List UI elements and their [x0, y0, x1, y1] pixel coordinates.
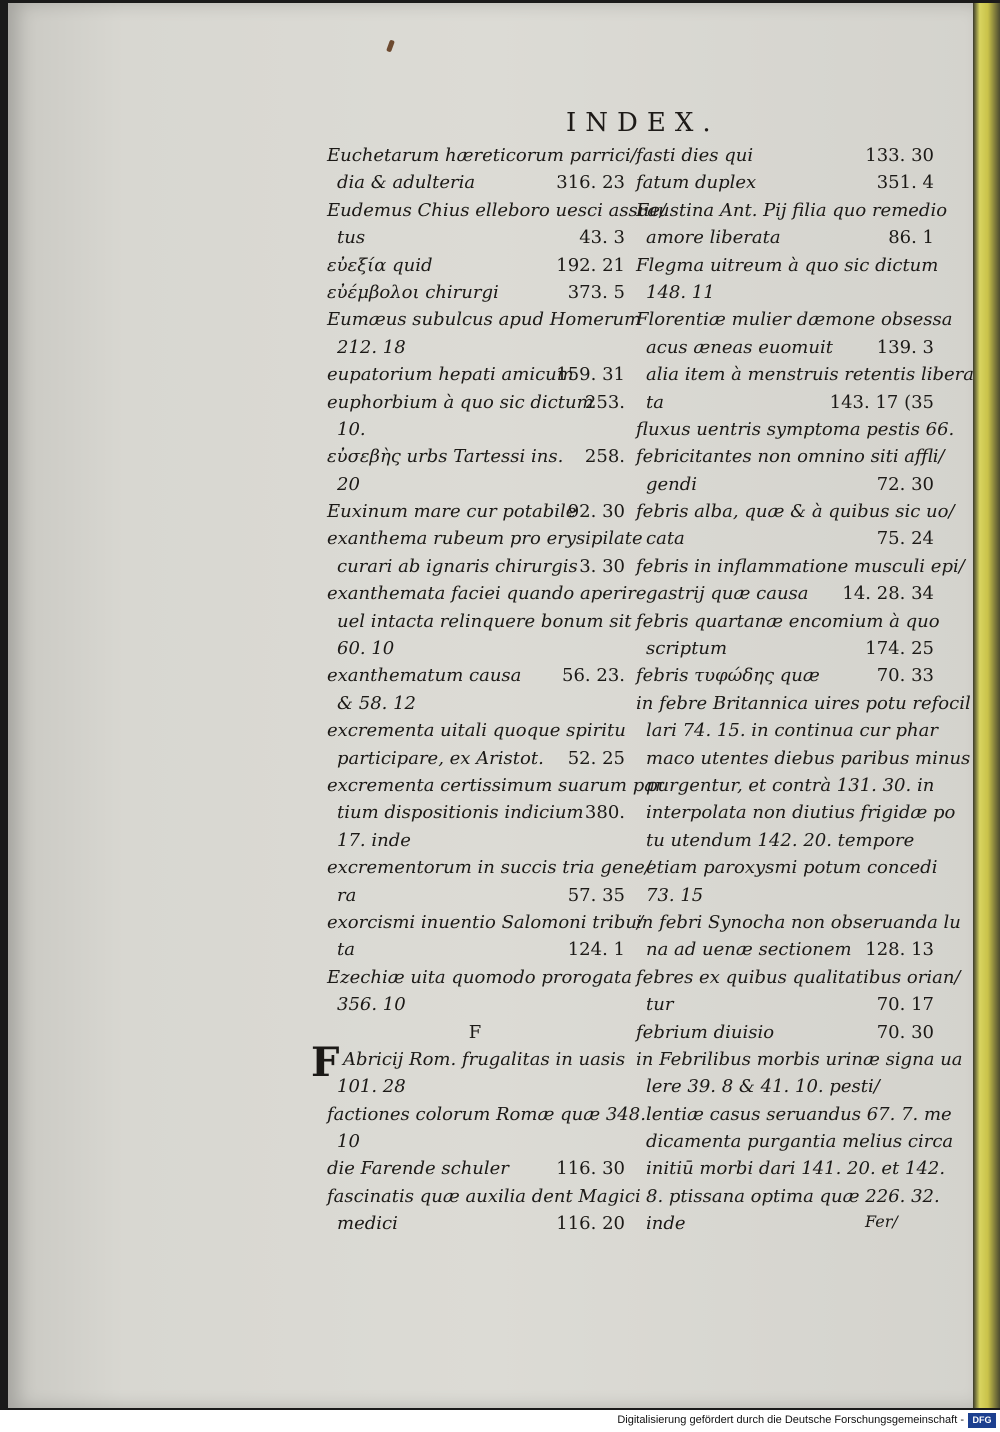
index-entry [325, 580, 647, 607]
index-entry [325, 252, 625, 279]
entry-text: initiū morbi dari 141. 20. et 142. [646, 1158, 946, 1180]
index-entry [634, 224, 934, 251]
entry-reference: 116. 30 [556, 1158, 625, 1180]
entry-reference: 70. 30 [876, 1021, 934, 1043]
index-entry [634, 799, 956, 826]
entry-reference: 139. 3 [876, 336, 934, 358]
entry-text: Eumæus subulcus apud Homerum [327, 309, 642, 331]
entry-text: Abricij Rom. frugalitas in uasis [343, 1048, 626, 1070]
entry-text: dia & adulteria [337, 172, 476, 194]
entry-reference: 124. 1 [567, 939, 625, 961]
index-entry [634, 964, 961, 991]
entry-reference: 14. 28. 34 [842, 583, 934, 605]
index-entry [325, 169, 625, 196]
index-entry [325, 1128, 625, 1155]
index-entry [325, 936, 625, 963]
index-entry [325, 443, 625, 470]
entry-text: cata [646, 528, 685, 550]
entry-text: dicamenta purgantia melius circa [646, 1131, 954, 1153]
index-entry [634, 169, 934, 196]
index-entry [634, 498, 955, 525]
entry-text: tur [646, 994, 674, 1016]
entry-reference: 128. 13 [865, 939, 934, 961]
entry-text: febris τυφώδης quæ [636, 665, 820, 687]
entry-text: etiam paroxysmi potum concedi [646, 857, 938, 879]
section-letter-f: F [468, 1021, 482, 1043]
index-entry [634, 662, 934, 689]
entry-text: die Farende schuler [327, 1158, 509, 1180]
index-entry [634, 690, 971, 717]
index-entry [325, 882, 625, 909]
index-entry [325, 745, 625, 772]
index-entry [634, 936, 934, 963]
index-entry [634, 306, 953, 333]
entry-text: maco utentes diebus paribus minus [646, 747, 971, 769]
index-entry [325, 854, 651, 881]
entry-text: gastrij quæ causa [646, 583, 809, 605]
entry-text: fasti dies qui [636, 145, 754, 166]
entry-text: 60. 10 [337, 638, 395, 660]
entry-text: febris quartanæ encomium à quo [636, 610, 940, 632]
footer-bar [0, 1410, 1000, 1432]
entry-reference: 380. [584, 802, 625, 824]
index-entry [634, 1019, 934, 1046]
index-entry [325, 635, 625, 662]
entry-text: euphorbium à quo sic dictum [327, 391, 594, 413]
entry-text: Ezechiæ uita quomodo prorogata [327, 966, 632, 988]
entry-text: 10. [337, 418, 366, 440]
index-entry [325, 416, 625, 443]
entry-text: 148. 11 [646, 281, 715, 303]
entry-text: na ad uenæ sectionem [646, 939, 852, 961]
index-entry [325, 197, 667, 224]
entry-text: ta [337, 939, 355, 961]
index-entry [634, 252, 939, 279]
entry-text: exorcismi inuentio Salomoni tribu/ [327, 911, 644, 933]
entry-text: 10 [337, 1131, 360, 1153]
index-entry [311, 1038, 626, 1086]
entry-text: in febre Britannica uires potu refocil [636, 692, 971, 714]
entry-reference: 70. 33 [876, 665, 934, 687]
index-entry [325, 142, 637, 169]
entry-reference: 143. 17 (35 [829, 391, 934, 413]
index-entry [634, 1101, 952, 1128]
entry-text: interpolata non diutius frigidæ po [646, 802, 956, 824]
index-entry [325, 498, 625, 525]
index-entry [634, 854, 938, 881]
entry-text: alia item à menstruis retentis libera [646, 364, 974, 386]
index-entry [634, 827, 934, 854]
entry-text: 17. inde [337, 829, 411, 851]
entry-text: lari 74. 15. in continua cur phar [646, 720, 938, 742]
index-entry [325, 525, 643, 552]
index-entry [634, 772, 934, 799]
entry-reference: 92. 30 [567, 501, 625, 523]
index-column-right [634, 142, 974, 1238]
entry-reference: 43. 3 [579, 227, 625, 249]
index-entry [634, 389, 934, 416]
index-entry [325, 1101, 646, 1128]
entry-text: uel intacta relinquere bonum sit [337, 610, 632, 632]
entry-reference: 133. 30 [865, 145, 934, 166]
entry-text: gendi [646, 473, 698, 495]
index-entry [325, 471, 625, 498]
index-entry [634, 443, 945, 470]
entry-text: εὐεξία quid [327, 254, 433, 276]
entry-text: ta [646, 391, 664, 413]
entry-text: fluxus uentris symptoma pestis 66. [636, 418, 955, 440]
decorated-initial: F [311, 1038, 340, 1086]
entry-text: & 58. 12 [337, 692, 416, 714]
entry-text: Faustina Ant. Pij filia quo remedio [636, 199, 948, 221]
index-entry [634, 553, 965, 580]
index-entry [634, 580, 934, 607]
index-entry [325, 690, 625, 717]
index-entry [325, 1155, 625, 1182]
page-header: INDEX. [566, 108, 720, 138]
entry-text: Euchetarum hæreticorum parrici/ [327, 145, 637, 166]
index-entry [634, 1155, 946, 1182]
entry-text: excrementa uitali quoque spiritu [327, 720, 626, 742]
entry-text: 73. 15 [646, 884, 704, 906]
entry-text: lentiæ casus seruandus 67. 7. me [646, 1103, 952, 1125]
entry-reference: 57. 35 [567, 884, 625, 906]
index-entry [325, 909, 644, 936]
index-entry [634, 334, 934, 361]
index-entry [325, 361, 625, 388]
entry-text: medici [337, 1213, 398, 1235]
entry-text: fatum duplex [636, 172, 757, 194]
index-entry [325, 224, 625, 251]
entry-text: exanthematum causa [327, 665, 522, 687]
index-entry [325, 279, 625, 306]
index-entry [634, 1046, 963, 1073]
entry-text: tium dispositionis indicium [337, 802, 584, 824]
entry-reference: 56. 23. [562, 665, 625, 687]
entry-reference: 316. 23 [556, 172, 625, 194]
left-entries-f [311, 1038, 646, 1238]
index-entry [634, 882, 934, 909]
entry-text: scriptum [646, 638, 728, 660]
entry-reference: 3. 30 [579, 555, 625, 577]
footer-credit: Digitalisierung gefördert durch die Deutsche Forschungsgemeinschaft - [617, 1414, 964, 1426]
entry-text: purgentur, et contrà 131. 30. in [646, 774, 935, 796]
index-entry [634, 717, 938, 744]
index-entry [634, 608, 940, 635]
entry-text: amore liberata [646, 227, 781, 249]
index-entry [634, 197, 948, 224]
entry-text: exanthemata faciei quando aperire [327, 583, 647, 605]
entry-text: tu utendum 142. 20. tempore [646, 829, 915, 851]
entry-text: 20 [337, 473, 360, 495]
index-entry [325, 991, 625, 1018]
entry-reference: 373. 5 [567, 281, 625, 303]
entry-reference: 159. 31 [556, 364, 625, 386]
entry-text: 8. ptissana optima quæ 226. 32. [646, 1185, 940, 1207]
index-entry [325, 662, 625, 689]
index-entry [325, 334, 625, 361]
entry-text: Flegma uitreum à quo sic dictum [636, 254, 939, 276]
entry-text: eupatorium hepati amicum [327, 364, 574, 386]
entry-text: inde [646, 1213, 686, 1235]
entry-reference: 351. 4 [876, 172, 934, 194]
index-entry [325, 772, 664, 799]
index-entry [634, 1128, 954, 1155]
entry-text: acus æneas euomuit [646, 336, 833, 358]
entry-text: 101. 28 [337, 1076, 406, 1098]
index-entry [325, 1210, 625, 1237]
entry-text: curari ab ignaris chirurgis [337, 555, 578, 577]
entry-text: Florentiæ mulier dæmone obsessa [636, 309, 953, 331]
entry-text: febris in inflammatione musculi epi/ [636, 555, 965, 577]
entry-text: excrementorum in succis tria gene/ [327, 857, 651, 879]
index-entry [634, 361, 974, 388]
entry-reference: 258. [584, 446, 625, 468]
dfg-logo: DFG [968, 1413, 996, 1428]
entry-text: Eudemus Chius elleboro uesci assue/ [327, 199, 667, 221]
entry-text: εὐέμβολοι chirurgi [327, 281, 499, 303]
entry-reference: 52. 25 [567, 747, 625, 769]
entry-text: Euxinum mare cur potabile [327, 501, 577, 523]
index-entry [325, 964, 632, 991]
index-entry [634, 525, 934, 552]
entry-text: fascinatis quæ auxilia dent Magici [327, 1185, 641, 1207]
index-entry [634, 745, 971, 772]
page-edge [973, 3, 1000, 1408]
index-entry [325, 799, 625, 826]
entry-reference: 253. [584, 391, 625, 413]
catchword: Fer/ [865, 1212, 898, 1231]
entry-text: factiones colorum Romæ quæ 348. [327, 1103, 646, 1125]
index-entry [634, 416, 955, 443]
entry-text: lere 39. 8 & 41. 10. pesti/ [646, 1076, 880, 1098]
index-entry [325, 553, 625, 580]
index-entry [325, 827, 625, 854]
entry-text: in Febrilibus morbis urinæ signa ua [636, 1048, 963, 1070]
index-entry [325, 389, 625, 416]
entry-text: febrium diuisio [636, 1021, 775, 1043]
index-entry [634, 991, 934, 1018]
index-entry [634, 1073, 934, 1100]
index-entry [634, 142, 934, 169]
index-entry [325, 717, 625, 744]
entry-text: in febri Synocha non obseruanda lu [636, 911, 961, 933]
entry-text: febricitantes non omnino siti affli/ [636, 446, 945, 468]
entry-text: febres ex quibus qualitatibus orian/ [636, 966, 961, 988]
entry-reference: 70. 17 [876, 994, 934, 1016]
index-entry [634, 471, 934, 498]
entry-text: 212. 18 [337, 336, 406, 358]
index-entry [634, 909, 961, 936]
index-entry [634, 635, 934, 662]
entry-text: febris alba, quæ & à quibus sic uo/ [636, 501, 955, 523]
entry-text: participare, ex Aristot. [337, 747, 544, 769]
entry-reference: 75. 24 [876, 528, 934, 550]
index-entry [325, 608, 632, 635]
entry-text: εὐσεβὴς urbs Tartessi ins. [327, 446, 564, 468]
entry-text: tus [337, 227, 366, 249]
right-entries [634, 142, 974, 1238]
entry-reference: 72. 30 [876, 473, 934, 495]
index-entry [634, 1183, 940, 1210]
entry-reference: 86. 1 [888, 227, 934, 249]
entry-text: ra [337, 884, 357, 906]
entry-reference: 116. 20 [556, 1213, 625, 1235]
index-entry [325, 306, 642, 333]
entry-text: exanthema rubeum pro erysipilate [327, 528, 643, 550]
index-entry [634, 279, 934, 306]
entry-reference: 174. 25 [865, 638, 934, 660]
index-entry [325, 1183, 641, 1210]
entry-text: 356. 10 [337, 994, 406, 1016]
entry-text: excrementa certissimum suarum par [327, 774, 664, 796]
index-entry [325, 1073, 625, 1100]
entry-reference: 192. 21 [556, 254, 625, 276]
